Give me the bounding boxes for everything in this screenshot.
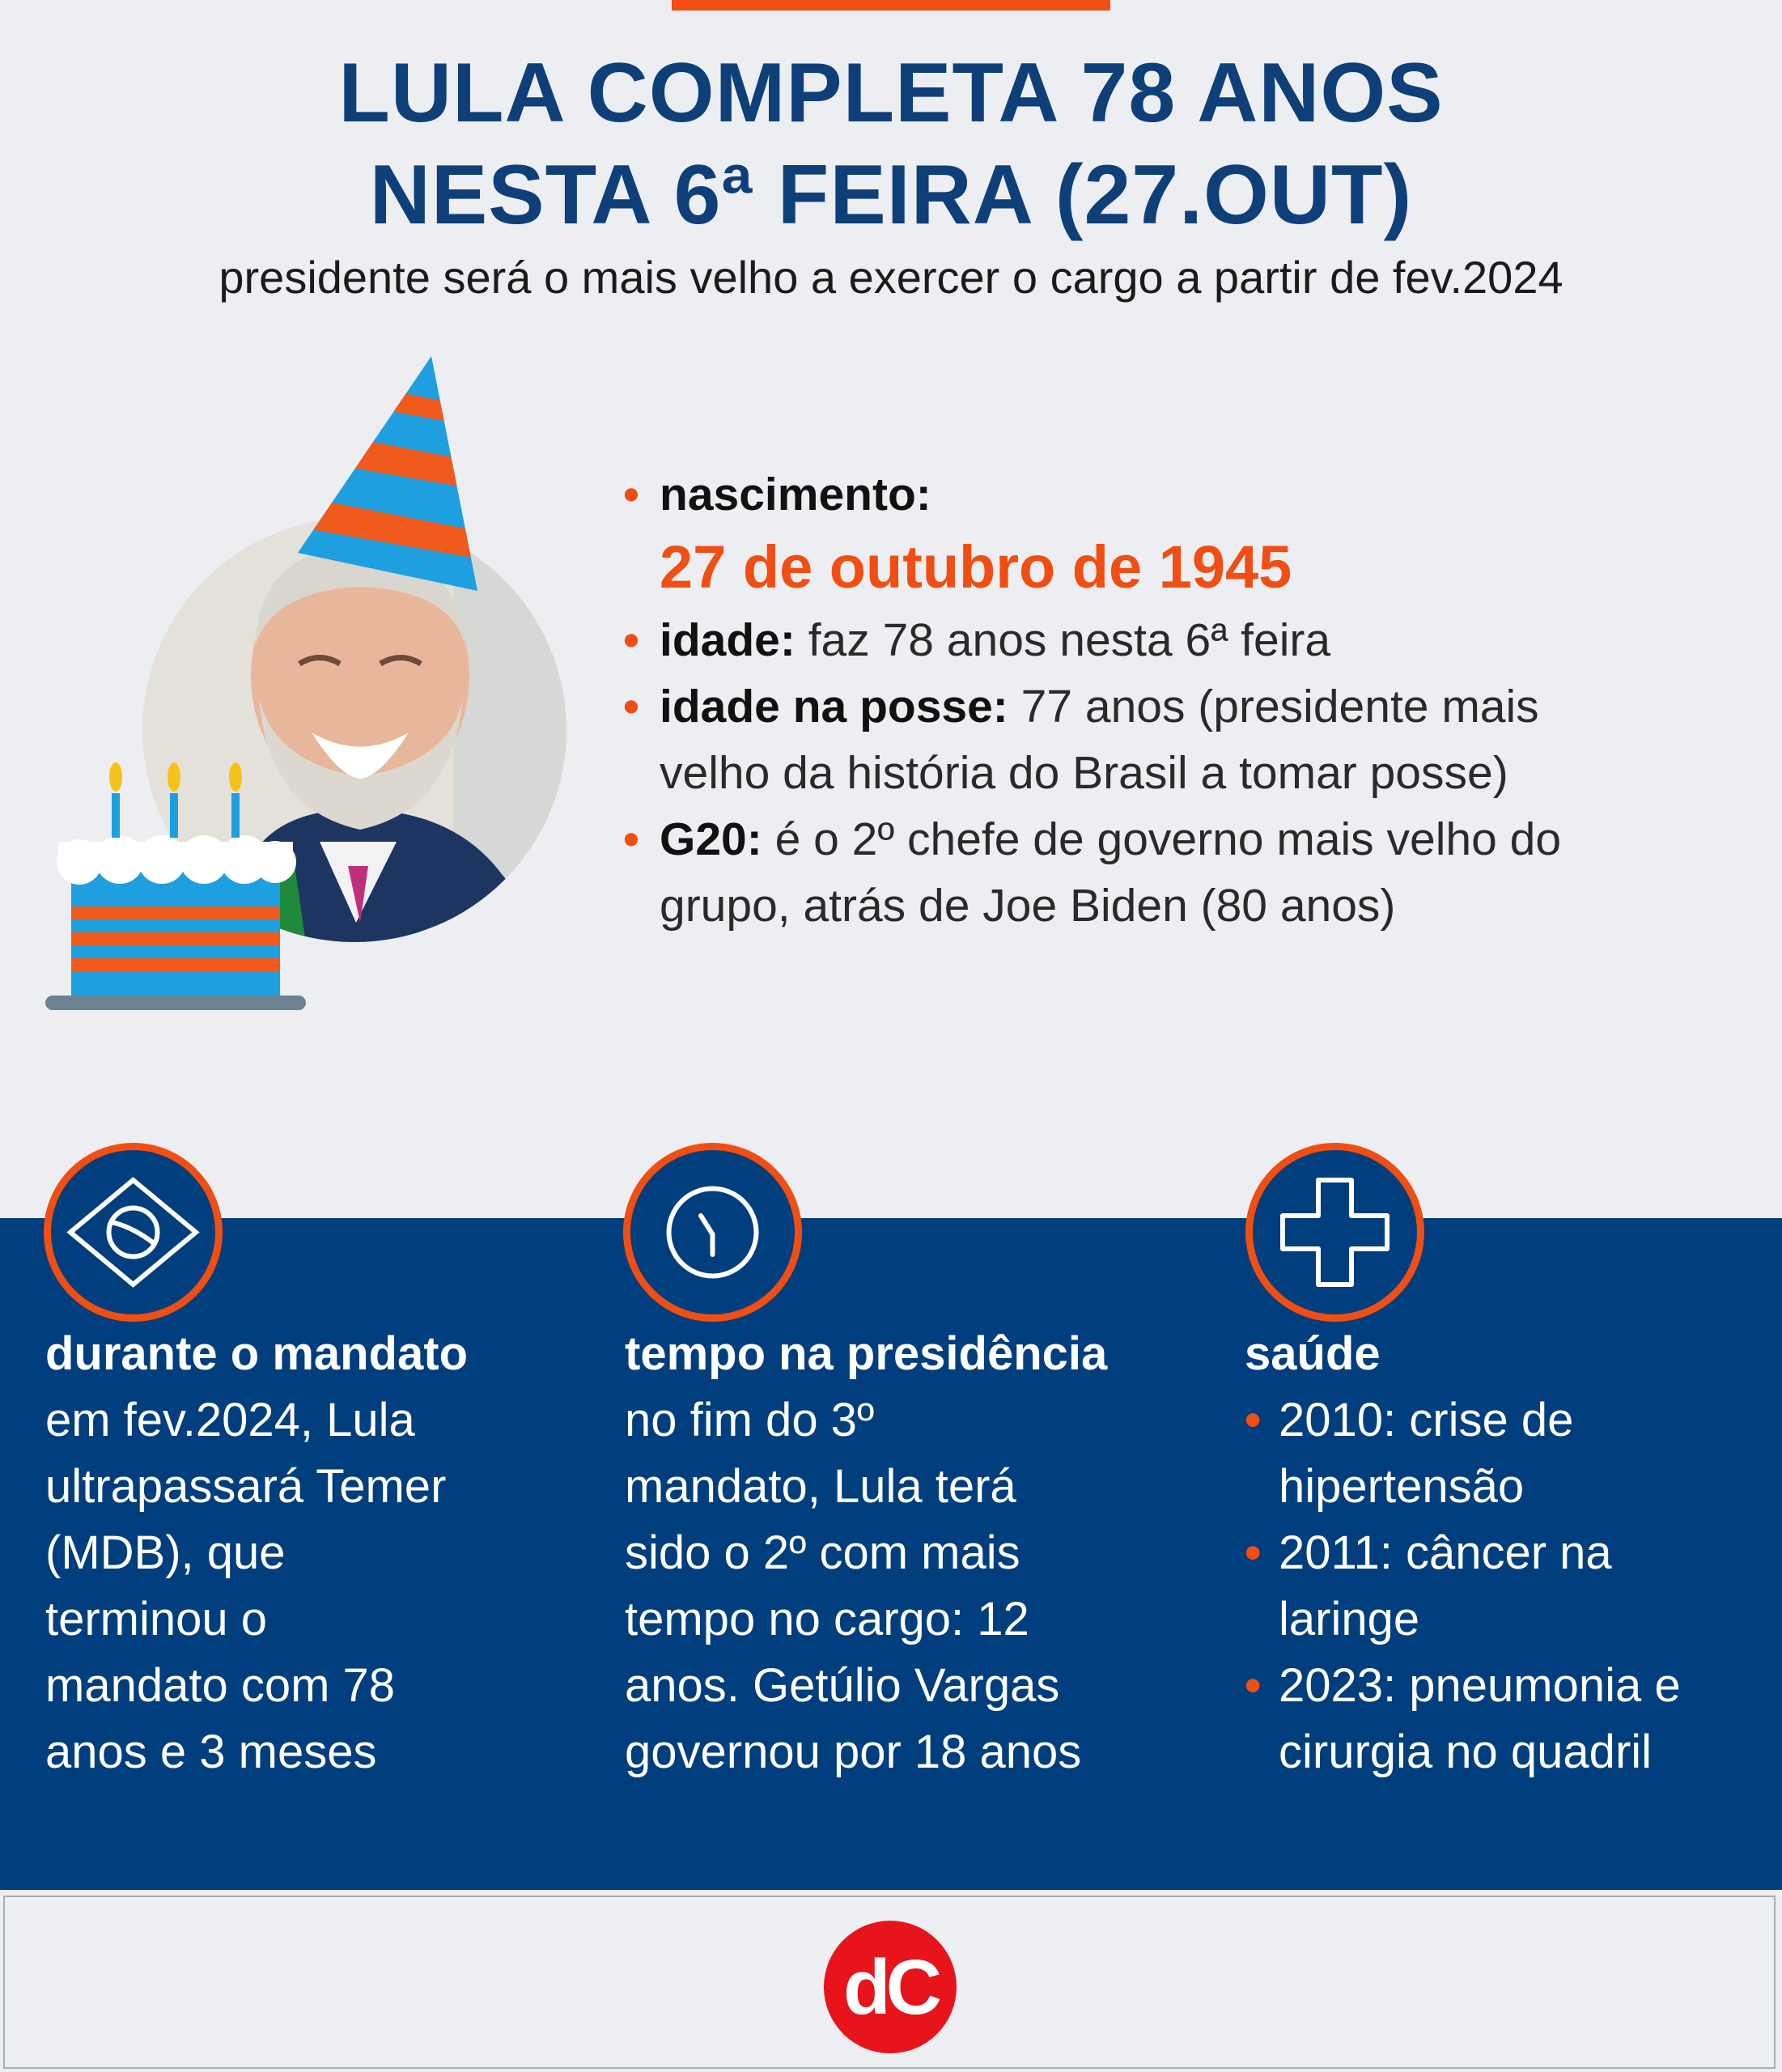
column-mandate-heading: durante o mandato <box>45 1327 469 1380</box>
fact-age-label: idade: <box>660 614 796 666</box>
fact-g20-value-1: é o 2º chefe de governo mais velho do <box>762 813 1562 865</box>
fact-inauguration-label: idade na posse: <box>660 681 1008 732</box>
health-item-line: 2010: crise de <box>1279 1394 1574 1446</box>
fact-birth-label: nascimento: <box>660 469 931 520</box>
column-health <box>1245 1321 1763 1785</box>
bullet-dot: • <box>623 469 639 520</box>
health-item-line: laringe <box>1279 1593 1420 1645</box>
fact-inauguration <box>623 673 1756 806</box>
fact-birth-value: 27 de outubro de 1945 <box>660 533 1292 601</box>
title-line-1: LULA COMPLETA 78 ANOS <box>338 46 1444 140</box>
svg-text:dC: dC <box>843 1944 937 2031</box>
fact-g20-value-2: grupo, atrás de Joe Biden (80 anos) <box>660 880 1396 932</box>
fact-inauguration-value-1: 77 anos (presidente mais <box>1008 681 1539 732</box>
bullet-dot: • <box>623 681 639 732</box>
fact-g20 <box>623 806 1756 939</box>
column-line: governou por 18 anos <box>625 1726 1082 1778</box>
title-line-2: NESTA 6ª FEIRA (27.OUT) <box>369 148 1413 242</box>
dc-logo <box>821 1918 959 2056</box>
health-item-line: cirurgia no quadril <box>1279 1726 1653 1778</box>
bullet-dot: • <box>1245 1394 1262 1446</box>
bullet-dot: • <box>1245 1659 1262 1712</box>
bullet-dot: • <box>623 813 639 865</box>
health-item <box>1245 1520 1763 1653</box>
facts-list <box>623 461 1756 939</box>
health-item <box>1245 1653 1763 1785</box>
page-subtitle: presidente será o mais velho a exercer o cargo a partir de fev.2024 <box>219 252 1563 303</box>
health-item <box>1245 1387 1763 1520</box>
health-cross-icon <box>1244 1141 1426 1323</box>
column-tenure <box>625 1321 1191 1785</box>
health-item-line: 2023: pneumonia e <box>1279 1659 1681 1712</box>
column-line: em fev.2024, Lula <box>45 1394 415 1446</box>
health-item-line: hipertensão <box>1279 1460 1525 1513</box>
brazil-flag-icon <box>42 1141 224 1323</box>
fact-g20-label: G20: <box>660 813 762 865</box>
column-line: mandato com 78 <box>45 1659 396 1712</box>
clock-icon <box>622 1141 804 1323</box>
column-line: terminou o <box>45 1593 268 1645</box>
page-title <box>0 42 1782 246</box>
fact-age <box>623 607 1756 673</box>
portrait-illustration <box>0 356 599 1028</box>
column-line: tempo no cargo: 12 <box>625 1593 1029 1645</box>
bullet-dot: • <box>623 614 639 666</box>
column-line: anos e 3 meses <box>45 1726 377 1778</box>
column-health-heading: saúde <box>1245 1327 1381 1380</box>
column-line: mandato, Lula terá <box>625 1460 1016 1513</box>
fact-age-value: faz 78 anos nesta 6ª feira <box>795 614 1331 666</box>
top-accent-bar <box>672 0 1110 11</box>
bullet-dot: • <box>1245 1526 1262 1579</box>
fact-inauguration-value-2: velho da história do Brasil a tomar posse) <box>660 747 1508 799</box>
column-mandate <box>45 1321 563 1785</box>
column-line: anos. Getúlio Vargas <box>625 1659 1060 1712</box>
party-hat-icon <box>291 356 477 591</box>
column-line: (MDB), que <box>45 1526 286 1579</box>
fact-birth <box>623 461 1756 528</box>
health-item-line: 2011: câncer na <box>1279 1526 1612 1579</box>
column-tenure-heading: tempo na presidência <box>625 1327 1108 1380</box>
column-line: ultrapassará Temer <box>45 1460 447 1513</box>
column-line: no fim do 3º <box>625 1394 875 1446</box>
column-line: sido o 2º com mais <box>625 1526 1020 1579</box>
